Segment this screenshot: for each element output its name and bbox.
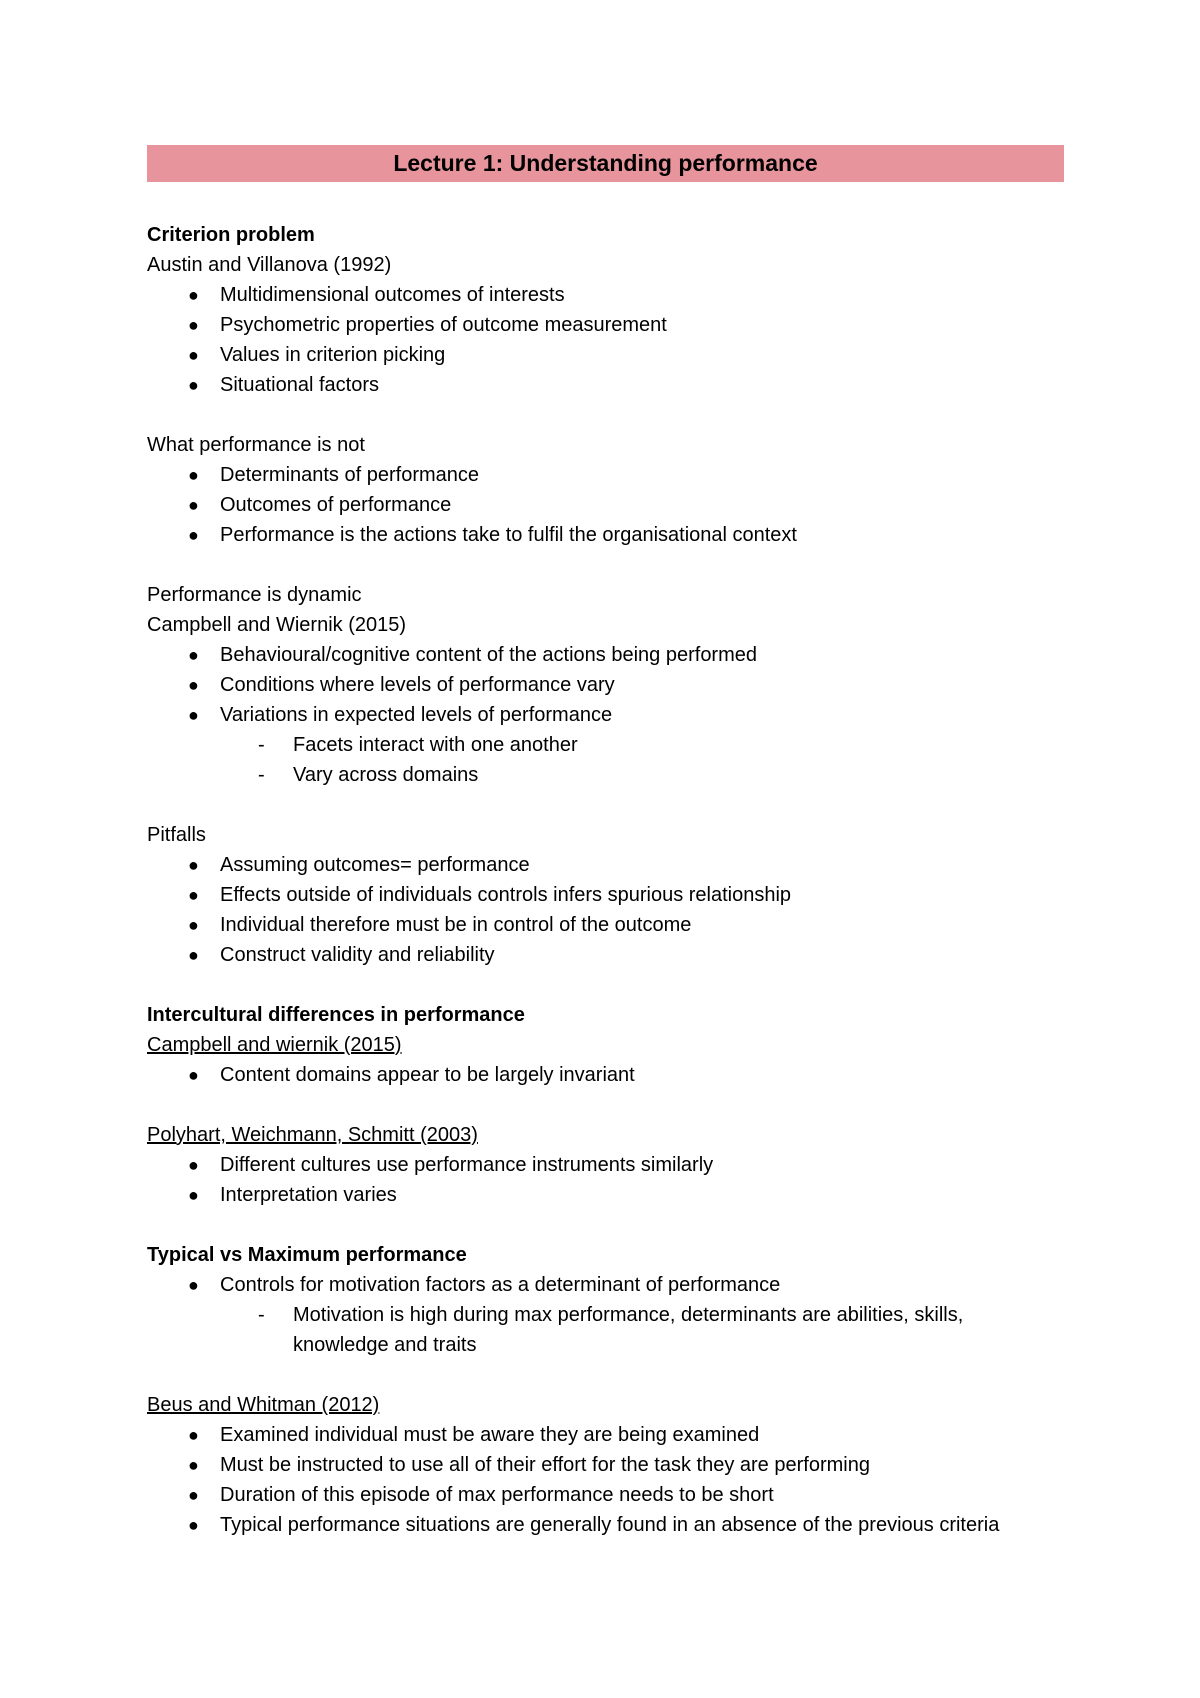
list-item: ● Assuming outcomes= performance <box>147 850 1064 880</box>
bullet-icon: ● <box>188 1185 199 1205</box>
section-heading-criterion-problem: Criterion problem <box>147 224 315 246</box>
list-item: - Vary across domains <box>147 760 1064 790</box>
list-item: ● Typical performance situations are generally found in an absence of the previous criteria <box>147 1510 1064 1540</box>
list-item: ● Psychometric properties of outcome measurement <box>147 310 1064 340</box>
bullet-icon: ● <box>188 1275 199 1295</box>
bullet-icon: ● <box>188 855 199 875</box>
list-item: - Facets interact with one another <box>147 730 1064 760</box>
citation-austin-villanova: Austin and Villanova (1992) <box>147 254 392 276</box>
citation-polyhart-weichmann-schmitt: Polyhart, Weichmann, Schmitt (2003) <box>147 1124 478 1146</box>
list-item: ● Effects outside of individuals controls infers spurious relationship <box>147 880 1064 910</box>
list-item: ● Content domains appear to be largely invariant <box>147 1060 1064 1090</box>
bullet-list-what-performance-is-not <box>147 460 1064 550</box>
list-item: - Motivation is high during max performance, determinants are abilities, skills, knowledge and traits <box>147 1300 1064 1360</box>
section-heading-what-performance-is-not: What performance is not <box>147 434 365 456</box>
dash-icon: - <box>258 1304 265 1326</box>
bullet-list-intercultural <box>147 1060 1064 1090</box>
citation-beus-whitman: Beus and Whitman (2012) <box>147 1394 380 1416</box>
citation-campbell-wiernik: Campbell and Wiernik (2015) <box>147 614 407 636</box>
list-item: ● Values in criterion picking <box>147 340 1064 370</box>
bullet-icon: ● <box>188 375 199 395</box>
dash-list-typical-vs-maximum <box>147 1300 1064 1360</box>
list-item: ● Must be instructed to use all of their effort for the task they are performing <box>147 1450 1064 1480</box>
bullet-list-beus-whitman <box>147 1420 1064 1540</box>
list-item: ● Interpretation varies <box>147 1180 1064 1210</box>
dash-icon: - <box>258 764 265 786</box>
bullet-icon: ● <box>188 1155 199 1175</box>
bullet-icon: ● <box>188 1515 199 1535</box>
bullet-icon: ● <box>188 1485 199 1505</box>
list-item: ● Individual therefore must be in control of the outcome <box>147 910 1064 940</box>
bullet-list-polyhart <box>147 1150 1064 1210</box>
section-heading-intercultural-differences: Intercultural differences in performance <box>147 1004 525 1026</box>
list-item: ● Behavioural/cognitive content of the actions being performed <box>147 640 1064 670</box>
section-heading-pitfalls: Pitfalls <box>147 824 206 846</box>
list-item: ● Controls for motivation factors as a determinant of performance <box>147 1270 1064 1300</box>
bullet-icon: ● <box>188 525 199 545</box>
bullet-icon: ● <box>188 675 199 695</box>
list-item: ● Performance is the actions take to fulfil the organisational context <box>147 520 1064 550</box>
document-page <box>147 145 1064 1540</box>
list-item: ● Different cultures use performance instruments similarly <box>147 1150 1064 1180</box>
bullet-icon: ● <box>188 1455 199 1475</box>
bullet-list-typical-vs-maximum <box>147 1270 1064 1300</box>
bullet-icon: ● <box>188 915 199 935</box>
bullet-list-criterion-problem <box>147 280 1064 400</box>
list-item: ● Construct validity and reliability <box>147 940 1064 970</box>
dash-icon: - <box>258 734 265 756</box>
list-item: ● Determinants of performance <box>147 460 1064 490</box>
bullet-icon: ● <box>188 1065 199 1085</box>
bullet-icon: ● <box>188 1425 199 1445</box>
bullet-list-pitfalls <box>147 850 1064 970</box>
list-item: ● Multidimensional outcomes of interests <box>147 280 1064 310</box>
dash-list-performance-is-dynamic <box>147 730 1064 790</box>
bullet-icon: ● <box>188 465 199 485</box>
bullet-icon: ● <box>188 645 199 665</box>
bullet-icon: ● <box>188 285 199 305</box>
list-item: ● Examined individual must be aware they are being examined <box>147 1420 1064 1450</box>
section-heading-typical-vs-maximum: Typical vs Maximum performance <box>147 1244 467 1266</box>
list-item: ● Situational factors <box>147 370 1064 400</box>
bullet-icon: ● <box>188 705 199 725</box>
bullet-list-performance-is-dynamic <box>147 640 1064 730</box>
list-item: ● Conditions where levels of performance vary <box>147 670 1064 700</box>
list-item: ● Outcomes of performance <box>147 490 1064 520</box>
bullet-icon: ● <box>188 885 199 905</box>
page-title: Lecture 1: Understanding performance <box>147 145 1064 182</box>
bullet-icon: ● <box>188 315 199 335</box>
section-heading-performance-is-dynamic: Performance is dynamic <box>147 584 362 606</box>
bullet-icon: ● <box>188 945 199 965</box>
bullet-icon: ● <box>188 495 199 515</box>
bullet-icon: ● <box>188 345 199 365</box>
list-item: ● Variations in expected levels of performance <box>147 700 1064 730</box>
list-item: ● Duration of this episode of max performance needs to be short <box>147 1480 1064 1510</box>
citation-campbell-wiernik-2: Campbell and wiernik (2015) <box>147 1034 402 1056</box>
